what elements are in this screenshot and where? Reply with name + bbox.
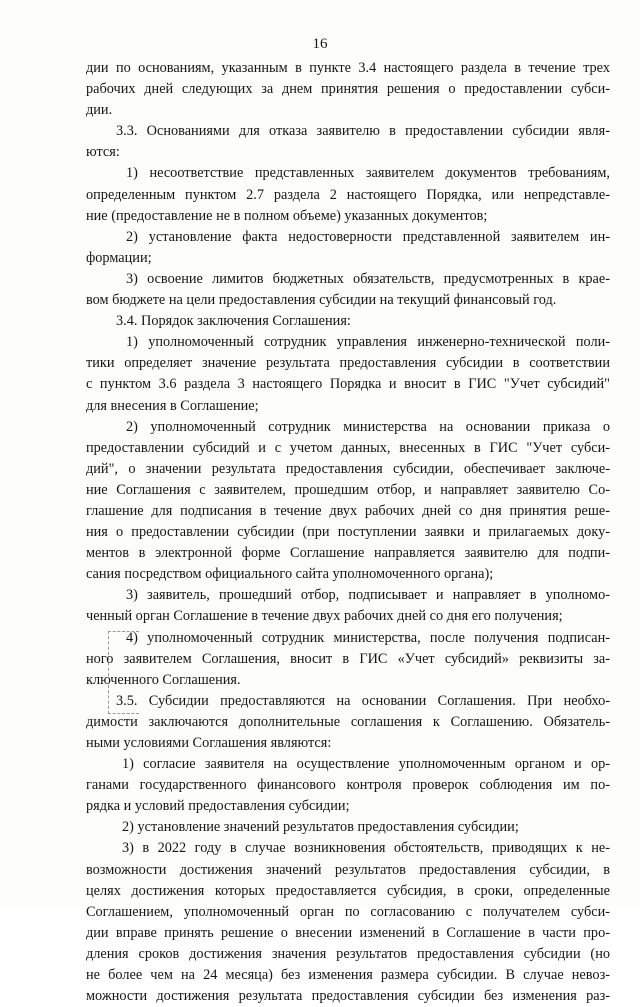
page-number: 16 — [312, 36, 328, 52]
text-line: 3.5. Субсидии предоставляются на основании Соглашения. При необхо- — [116, 692, 610, 709]
text-line: ченный орган Соглашение в течение двух рабочих дней со дня его получения; — [86, 608, 563, 625]
text-line: ного заявителем Соглашения, вносит в ГИС «Учет субсидий» реквизиты за- — [86, 650, 610, 667]
text-line: глашение для подписания в течение двух рабочих дней со дня принятия реше- — [86, 502, 610, 519]
text-line: сания посредством официального сайта уполномоченного органа); — [86, 566, 494, 583]
text-line: ганами государственного финансового контроля проверок соблюдения им по- — [86, 777, 610, 794]
text-line: 1) несоответствие представленных заявителем документов требованиям, — [126, 165, 610, 182]
text-line: 2) уполномоченный сотрудник министерства на основании приказа о — [126, 418, 610, 435]
text-line: рядка и условий предоставления субсидии; — [86, 798, 350, 815]
text-line: ключенного Соглашения. — [86, 671, 241, 688]
text-line: не более чем на 24 месяца) без изменения размера субсидии. В случае невоз- — [86, 967, 610, 984]
text-line: дии по основаниям, указанным в пункте 3.4 настоящего раздела в течение трех — [86, 60, 610, 76]
text-line: определенным пунктом 2.7 раздела 2 настоящего Порядка, или непредставле- — [86, 186, 610, 203]
text-line: Соглашением, уполномоченный орган по согласованию с получателем субси- — [86, 903, 610, 920]
document-body — [86, 58, 610, 1007]
text-line: с пунктом 3.6 раздела 3 настоящего Порядка и вносит в ГИС "Учет субсидий" — [86, 376, 610, 393]
text-line: 4) уполномоченный сотрудник министерства, после получения подписан- — [126, 629, 610, 646]
text-line: ются: — [86, 144, 120, 161]
text-line: вом бюджете на цели предоставления субсидии на текущий финансовый год. — [86, 292, 557, 309]
text-line: дии вправе принять решение о внесении изменений в Соглашение в части про- — [86, 924, 610, 941]
text-line: 2) установление значений результатов предоставления субсидии; — [122, 819, 519, 836]
text-line: ние Соглашения с заявителем, прошедшим отбор, и направляет заявителю Со- — [86, 481, 610, 498]
text-line: дий", о значении результата предоставления субсидии, обеспечивает заключе- — [86, 460, 610, 477]
text-line: дии. — [86, 102, 113, 119]
text-line: 1) согласие заявителя на осуществление уполномоченным органом и ор- — [122, 756, 610, 773]
text-line: димости заключаются дополнительные соглашения к Соглашению. Обязатель- — [86, 713, 610, 730]
text-line: можности достижения результата предоставления субсидии без изменения раз- — [86, 988, 610, 1005]
text-line: ние (предоставление не в полном объеме) указанных документов; — [86, 207, 488, 224]
text-line: ментов в электронной форме Соглашение направляется заявителю для подпи- — [86, 545, 610, 562]
text-line: для внесения в Соглашение; — [86, 397, 259, 414]
text-line: 3) заявитель, прошедший отбор, подписывает и направляет в уполномо- — [126, 587, 610, 604]
text-line: 3.4. Порядок заключения Соглашения: — [116, 313, 351, 330]
text-line: ния о предоставлении субсидии (при поступлении заявки и прилагаемых доку- — [86, 524, 610, 541]
text-line: возможности достижения значений результатов предоставления субсидии, в — [86, 861, 610, 878]
text-line: 1) уполномоченный сотрудник управления инженерно-технической поли- — [126, 334, 610, 351]
text-line: ными условиями Соглашения являются: — [86, 735, 332, 751]
text-line: предоставлении субсидий и с учетом данных, внесенных в ГИС "Учет субси- — [86, 439, 610, 456]
text-line: рабочих дней следующих за днем принятия решения о предоставлении субси- — [86, 81, 610, 98]
text-line: 2) установление факта недостоверности представленной заявителем ин- — [126, 228, 610, 245]
text-line: 3.3. Основаниями для отказа заявителю в предоставлении субсидии явля- — [116, 123, 610, 140]
text-line: формации; — [86, 249, 152, 266]
text-line: дления сроков достижения значения результатов предоставления субсидии (но — [86, 945, 610, 962]
text-line: тики определяет значение результата предоставления субсидии в соответствии — [86, 355, 610, 372]
text-line: 3) в 2022 году в случае возникновения обстоятельств, приводящих к не- — [122, 840, 610, 857]
text-line: 3) освоение лимитов бюджетных обязательств, предусмотренных в крае- — [126, 270, 610, 287]
text-line: целях достижения которых предоставляется субсидия, в сроки, определенные — [86, 882, 610, 899]
